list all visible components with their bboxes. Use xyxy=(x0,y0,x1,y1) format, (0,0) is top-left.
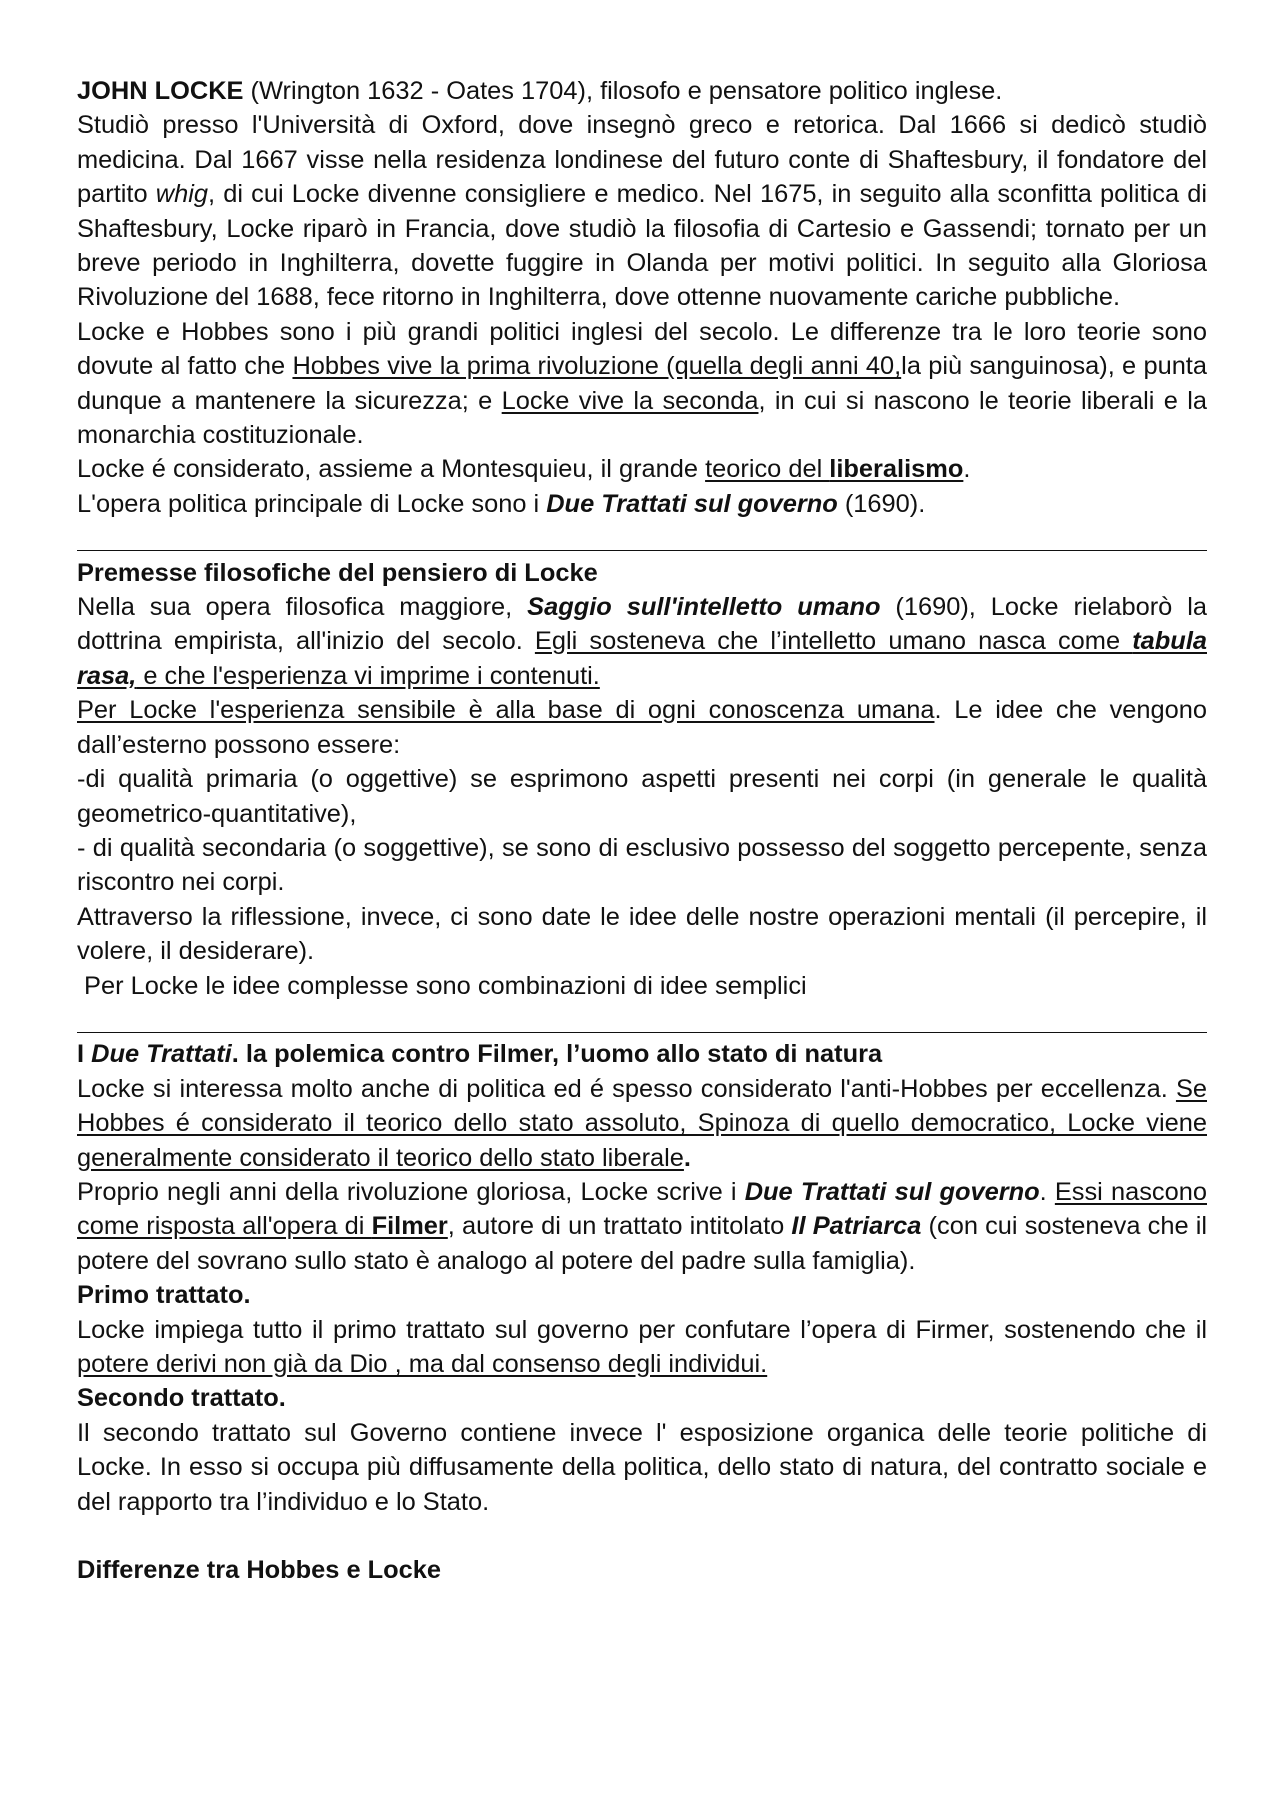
intro-liberalism: Locke é considerato, assieme a Montesquieu, il grande teorico del liberalismo. xyxy=(77,455,971,484)
section1-complex-ideas: Per Locke le idee complesse sono combinazioni di idee semplici xyxy=(77,971,807,1000)
subheading-primo: Primo trattato. xyxy=(77,1281,251,1310)
section1-secondary: - di qualità secondaria (o soggettive), se sono di esclusivo possesso del soggetto percepente, senza riscontro nei corpi. xyxy=(77,833,1207,897)
divider xyxy=(77,1003,1207,1037)
intro-header: JOHN LOCKE (Wrington 1632 - Oates 1704), filosofo e pensatore politico inglese. xyxy=(77,77,1003,105)
section2-primo-text: Locke impiega tutto il primo trattato sul governo per confutare l’opera di Firmer, sostenendo che il potere derivi non già da Dio , ma dal consenso degli individui. xyxy=(77,1315,1207,1378)
author-name: JOHN LOCKE xyxy=(77,77,244,105)
section1-primary: -di qualità primaria (o oggettive) se esprimono aspetti presenti nei corpi (in generale le qualità geometrico-quantitative), xyxy=(77,765,1207,828)
section2-anti-hobbes: Locke si interessa molto anche di politica ed é spesso considerato l'anti-Hobbes per eccellenza. Se Hobbes é considerato il teorico dello stato assoluto, Spinoza di quello democratico, Locke viene generalmente considerato il teorico dello stato liberale. xyxy=(77,1074,1207,1172)
intro-comparison: Locke e Hobbes sono i più grandi politici inglesi del secolo. Le differenze tra le loro teorie sono dovute al fatto che Hobbes vive la prima rivoluzione (quella degli anni 40,la più sanguinosa), e punta dunque a mantenere la sicurezza; e Locke vive la seconda, in cui si nascono le teorie liberali e la monarchia costituzionale. xyxy=(77,317,1207,450)
document-page xyxy=(77,74,1207,1588)
section-heading-premesse: Premesse filosofiche del pensiero di Locke xyxy=(77,558,598,587)
section2-secondo-text: Il secondo trattato sul Governo contiene invece l' esposizione organica delle teorie politiche di Locke. In esso si occupa più diffusamente della politica, dello stato di natura, del contratto sociale e del rapporto tra l’individuo e lo Stato. xyxy=(77,1418,1207,1516)
section1-reflection: Attraverso la riflessione, invece, ci sono date le idee delle nostre operazioni mentali (il percepire, il volere, il desiderare). xyxy=(77,902,1207,966)
blank-line xyxy=(77,1519,1207,1553)
section-heading-trattati: I Due Trattati. la polemica contro Filmer, l’uomo allo stato di natura xyxy=(77,1040,883,1069)
divider xyxy=(77,521,1207,555)
subheading-secondo: Secondo trattato. xyxy=(77,1384,286,1413)
section2-filmer: Proprio negli anni della rivoluzione gloriosa, Locke scrive i Due Trattati sul governo. Essi nascono come risposta all'opera di Filmer, autore di un trattato intitolato Il Patriarca (con cui sosteneva che il potere del sovrano sullo stato è analogo al potere del padre sulla famiglia). xyxy=(77,1177,1207,1275)
section1-experience: Per Locke l'esperienza sensibile è alla base di ogni conoscenza umana. Le idee che vengono dall’esterno possono essere: xyxy=(77,696,1207,759)
section1-paragraph: Nella sua opera filosofica maggiore, Saggio sull'intelletto umano (1690), Locke rielaborò la dottrina empirista, all'inizio del secolo. Egli sosteneva che l’intelletto umano nasca come tabula rasa, e che l'esperienza vi imprime i contenuti. xyxy=(77,593,1208,690)
intro-main-work: L'opera politica principale di Locke sono i Due Trattati sul governo (1690). xyxy=(77,489,926,518)
intro-bio: Studiò presso l'Università di Oxford, dove insegnò greco e retorica. Dal 1666 si dedicò studiò medicina. Dal 1667 visse nella residenza londinese del futuro conte di Shaftesbury, il fondatore del partito whig, di cui Locke divenne consigliere e medico. Nel 1675, in seguito alla sconfitta politica di Shaftesbury, Locke riparò in Francia, dove studiò la filosofia di Cartesio e Gassendi; tornato per un breve periodo in Inghilterra, dovette fuggire in Olanda per motivi politici. In seguito alla Gloriosa Rivoluzione del 1688, fece ritorno in Inghilterra, dove ottenne nuovamente cariche pubbliche. xyxy=(77,111,1208,312)
section-heading-differenze: Differenze tra Hobbes e Locke xyxy=(77,1556,442,1585)
